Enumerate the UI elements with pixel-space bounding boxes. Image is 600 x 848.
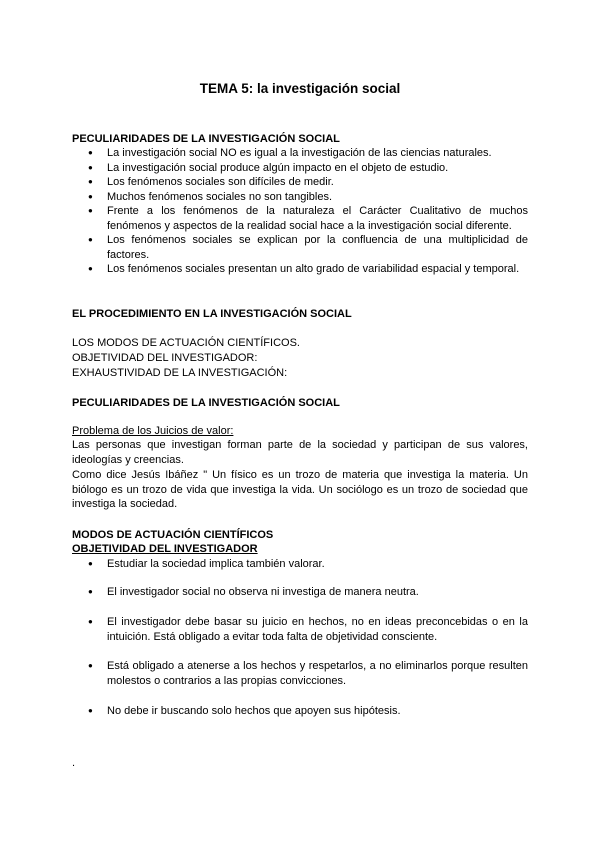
- section4-list: [72, 659, 528, 688]
- section4-list: [72, 557, 528, 572]
- section3-subheading: Problema de los Juicios de valor:: [72, 425, 234, 437]
- footer-mark: .: [72, 757, 76, 769]
- list-item: ● El investigador debe basar su juicio en hechos, no en ideas preconcebidas o en la intuición. Está obligado a evitar toda falta de objetividad consciente.: [72, 615, 528, 644]
- section3-paragraph: Como dice Jesús Ibáñez " Un físico es un trozo de materia que investiga la materia. Un biólogo es un trozo de vida que investiga la vida. Un sociólogo es un trozo de sociedad que investiga la sociedad.: [72, 469, 528, 510]
- section4-subheading: OBJETIVIDAD DEL INVESTIGADOR: [72, 543, 258, 555]
- section2-line: LOS MODOS DE ACTUACIÓN CIENTÍFICOS.: [72, 337, 300, 349]
- list-item: ● No debe ir buscando solo hechos que apoyen sus hipótesis.: [72, 704, 528, 719]
- section1-list: [72, 146, 528, 277]
- section4-heading: MODOS DE ACTUACIÓN CIENTÍFICOS: [72, 529, 274, 541]
- section2-line: EXHAUSTIVIDAD DE LA INVESTIGACIÓN:: [72, 367, 288, 379]
- section2-heading: EL PROCEDIMIENTO EN LA INVESTIGACIÓN SOCIAL: [72, 308, 352, 320]
- list-item: ● Muchos fenómenos sociales no son tangibles.: [72, 190, 528, 205]
- list-item: ● Frente a los fenómenos de la naturaleza el Carácter Cualitativo de muchos fenómenos y aspectos de la realidad social hace a la investigación social diferente.: [72, 204, 528, 233]
- list-item: ● La investigación social NO es igual a la investigación de las ciencias naturales.: [72, 146, 528, 161]
- section3-heading: PECULIARIDADES DE LA INVESTIGACIÓN SOCIAL: [72, 397, 340, 409]
- page-title-text: TEMA 5: la investigación social: [199, 81, 401, 96]
- section1-heading: PECULIARIDADES DE LA INVESTIGACIÓN SOCIAL: [72, 133, 340, 145]
- list-item: ● Está obligado a atenerse a los hechos y respetarlos, a no eliminarlos porque resulten molestos o contrarios a las propias convicciones.: [72, 659, 528, 688]
- section4-list: [72, 615, 528, 644]
- section4-list: [72, 585, 528, 600]
- list-item: ● El investigador social no observa ni investiga de manera neutra.: [72, 585, 528, 600]
- list-item: ● Los fenómenos sociales presentan un alto grado de variabilidad espacial y temporal.: [72, 262, 528, 277]
- section2-line: OBJETIVIDAD DEL INVESTIGADOR:: [72, 352, 258, 364]
- section4-list: [72, 704, 528, 719]
- list-item: ● Los fenómenos sociales se explican por la confluencia de una multiplicidad de factores.: [72, 233, 528, 262]
- page-title: [0, 81, 600, 97]
- list-item: ● Los fenómenos sociales son difíciles de medir.: [72, 175, 528, 190]
- list-item: ● La investigación social produce algún impacto en el objeto de estudio.: [72, 161, 528, 176]
- section3-paragraph: Las personas que investigan forman parte de la sociedad y participan de sus valores, ideologías y creencias.: [72, 439, 528, 466]
- list-item: ● Estudiar la sociedad implica también valorar.: [72, 557, 528, 572]
